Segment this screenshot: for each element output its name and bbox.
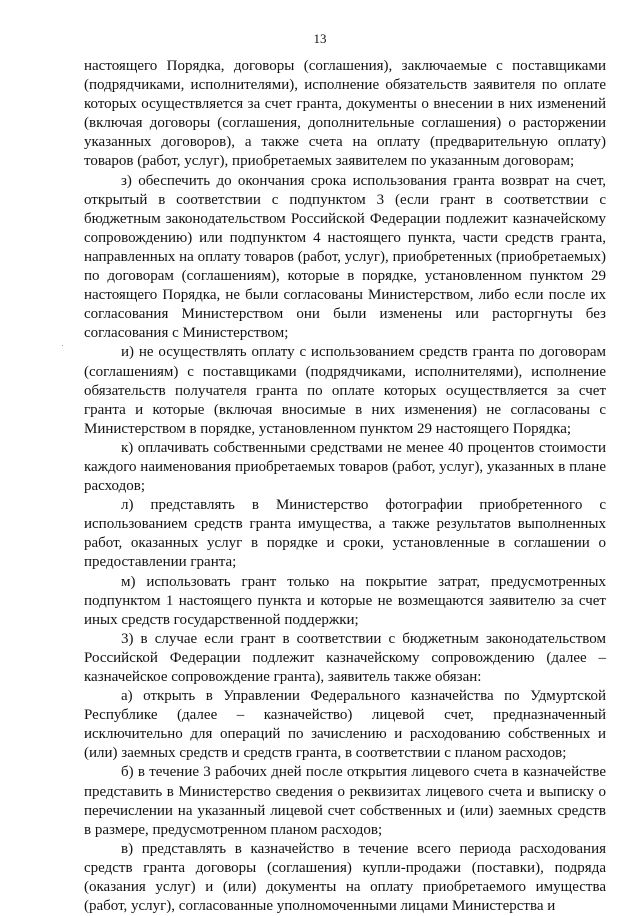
document-body: [84, 57, 606, 916]
paragraph-item-m: м) использовать грант только на покрытие затрат, предусмотренных подпунктом 1 настоящего пункта и которые не возмещаются заявителю за счет иных средств государственной поддержки;: [84, 573, 606, 628]
margin-mark: [62, 345, 63, 346]
paragraph-item-b: б) в течение 3 рабочих дней после открытия лицевого счета в казначействе представить в Министерство сведения о реквизитах лицевого счета и выписку о перечислении на указанный лицевой счет собственных и (или) заемных средств в размере, предусмотренном планом расходов;: [84, 764, 606, 838]
paragraph-item-z: з) обеспечить до окончания срока использования гранта возврат на счет, открытый в соответствии с подпунктом 3 (если грант в соответствии с бюджетным законодательством Российской Федерации подлежит казначейскому сопровождению) или подпунктом 4 настоящего пункта, части средств гранта, направленных на оплату товаров (работ, услуг), приобретенных (приобретаемых) по договорам (соглашениям), которые в порядке, установленном пунктом 29 настоящего Порядка, не были согласованы Министерством, либо если после их согласования Министерством они были изменены или расторгнуты без согласования с Министерством;: [84, 172, 606, 342]
paragraph-item-l: л) представлять в Министерство фотографии приобретенного с использованием средств гранта имущества, а также результатов выполненных работ, оказанных услуг в порядке и сроки, установленные в соглашении о предоставлении гранта;: [84, 497, 606, 571]
paragraph-item-a: а) открыть в Управлении Федерального казначейства по Удмуртской Республике (далее – казначейство) лицевой счет, предназначенный исключительно для операций по зачислению и расходованию собственных и (или) заемных средств и средств гранта, в соответствии с планом расходов;: [84, 688, 606, 762]
page-number: 13: [313, 31, 327, 46]
paragraph-subpoint-3: 3) в случае если грант в соответствии с бюджетным законодательством Российской Федерации подлежит казначейскому сопровождению (далее – казначейское сопровождение гранта), заявитель также обязан:: [84, 630, 606, 685]
paragraph-item-i: и) не осуществлять оплату с использованием средств гранта по договорам (соглашениям) с поставщиками (подрядчиками, исполнителями), исполнение обязательств получателя гранта по оплате которых осуществляется за счет гранта и которые (включая вносимые в них изменения) не согласованы с Министерством в порядке, установленном пунктом 29 настоящего Порядка;: [84, 344, 606, 437]
paragraph-item-k: к) оплачивать собственными средствами не менее 40 процентов стоимости каждого наименования приобретаемых товаров (работ, услуг), указанных в плане расходов;: [84, 439, 606, 495]
paragraph-item-v: в) представлять в казначейство в течение всего периода расходования средств гранта договоры (соглашения) купли-продажи (поставки), подряда (оказания услуг) и (или) документы на оплату приобретаемого имущества (работ, услуг), согласованные уполномоченными лицами Министерства и: [84, 840, 606, 915]
paragraph-continuation: настоящего Порядка, договоры (соглашения), заключаемые с поставщиками (подрядчиками, исполнителями), исполнение обязательств заявителя по оплате которых осуществляется за счет гранта, документы о внесении в них изменений (включая договоры (соглашения, дополнительные соглашения) о расторжении указанных договоров), а также счета на оплату (предварительную оплату) товаров (работ, услуг), приобретаемых заявителем по указанным договорам;: [84, 58, 606, 170]
